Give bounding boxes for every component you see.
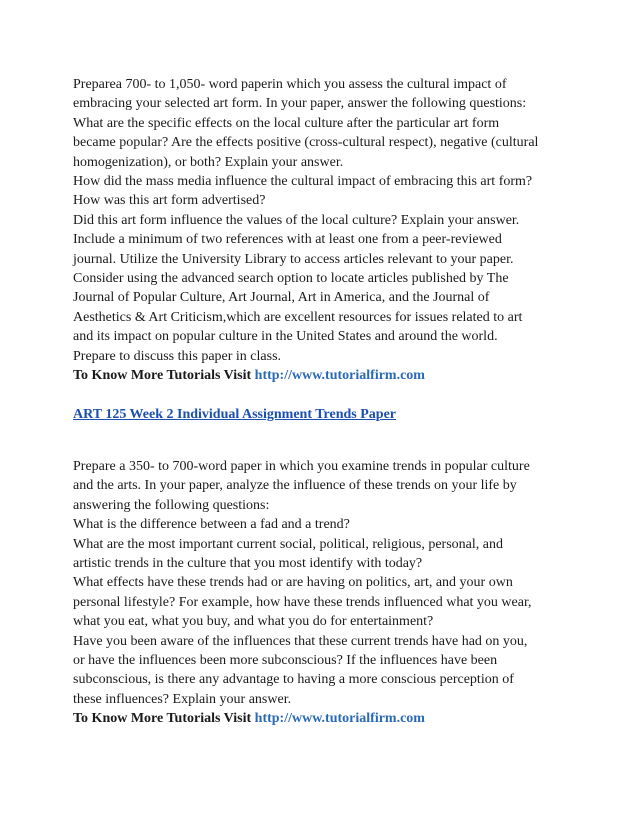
paragraph-line: Journal of Popular Culture, Art Journal, Art in America, and the Journal of xyxy=(73,290,490,306)
paragraph-line: How did the mass media influence the cultural impact of embracing this art form? xyxy=(73,174,533,190)
tutorials-cta xyxy=(73,709,573,728)
document-page xyxy=(73,75,573,729)
paragraph-line: artistic trends in the culture that you most identify with today? xyxy=(73,555,423,571)
paragraph-line: became popular? Are the effects positive (cross-cultural respect), negative (cultural xyxy=(73,135,539,151)
paragraph-line: What are the most important current social, political, religious, personal, and xyxy=(73,536,503,552)
paragraph-line: What is the difference between a fad and a trend? xyxy=(73,517,350,533)
section-trends-paper xyxy=(73,457,573,729)
paragraph-line: or have the influences been more subconscious? If the influences have been xyxy=(73,652,498,668)
paragraph-line: Preparea 700- to 1,050- word paperin which you assess the cultural impact of xyxy=(73,77,507,92)
paragraph-line: Include a minimum of two references with at least one from a peer-reviewed xyxy=(73,232,502,248)
paragraph-line: embracing your selected art form. In your paper, answer the following questions: xyxy=(73,96,527,112)
paragraph-line: Consider using the advanced search option to locate articles published by The xyxy=(73,271,509,287)
paragraph-line: subconscious, is there any advantage to having a more conscious perception of xyxy=(73,672,514,688)
cta-text: To Know More Tutorials Visit xyxy=(73,368,252,384)
tutorials-cta xyxy=(73,366,573,385)
paragraph-line: How was this art form advertised? xyxy=(73,193,266,209)
tutorialfirm-link[interactable]: http://www.tutorialfirm.com xyxy=(254,368,425,384)
cta-text: To Know More Tutorials Visit xyxy=(73,711,252,727)
paragraph-line: personal lifestyle? For example, how have these trends influenced what you wear, xyxy=(73,594,532,610)
paragraph-line: journal. Utilize the University Library to access articles relevant to your paper. xyxy=(73,251,514,267)
paragraph-line: and its impact on popular culture in the United States and around the world. xyxy=(73,329,498,345)
paragraph-line: Aesthetics & Art Criticism,which are excellent resources for issues related to art xyxy=(73,309,523,325)
spacer xyxy=(73,424,573,457)
paragraph-line: what you eat, what you buy, and what you do for entertainment? xyxy=(73,614,434,630)
paragraph-line: answering the following questions: xyxy=(73,497,270,513)
assignment-heading-link[interactable]: ART 125 Week 2 Individual Assignment Trends Paper xyxy=(73,406,397,422)
paragraph-line: Have you been aware of the influences that these current trends have had on you, xyxy=(73,633,528,649)
spacer xyxy=(73,386,573,405)
paragraph-line: Did this art form influence the values of the local culture? Explain your answer. xyxy=(73,212,520,228)
paragraph-line: homogenization), or both? Explain your answer. xyxy=(73,154,344,170)
tutorialfirm-link[interactable]: http://www.tutorialfirm.com xyxy=(254,711,425,727)
paragraph-line: What effects have these trends had or are having on politics, art, and your own xyxy=(73,575,513,591)
paragraph-line: these influences? Explain your answer. xyxy=(73,691,292,707)
paragraph-line: Prepare to discuss this paper in class. xyxy=(73,348,282,364)
paragraph-line: Prepare a 350- to 700-word paper in which you examine trends in popular culture xyxy=(73,458,530,474)
paragraph-line: and the arts. In your paper, analyze the influence of these trends on your life by xyxy=(73,478,517,494)
paragraph-line: What are the specific effects on the local culture after the particular art form xyxy=(73,115,500,131)
section-cultural-impact-paper xyxy=(73,75,573,386)
